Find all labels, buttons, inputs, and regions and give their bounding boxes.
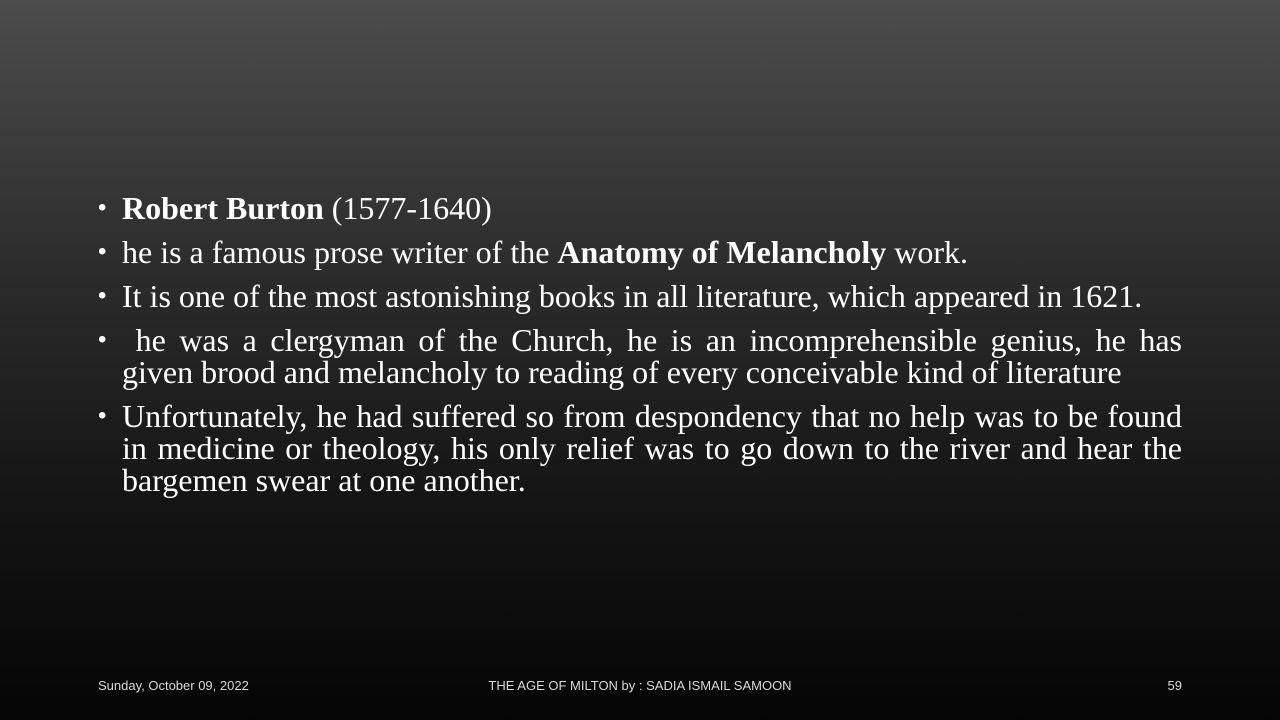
bullet-text: he was a clergyman of the Church, he is an incomprehensible genius, he has given brood and melancholy to reading of every conceivable kind of literature xyxy=(122,322,1191,390)
bullet-icon: • xyxy=(98,402,107,429)
bullet-item-clergyman xyxy=(98,322,1191,390)
bullet-item-work xyxy=(98,236,1182,268)
footer-date: Sunday, October 09, 2022 xyxy=(98,678,249,693)
author-years: (1577-1640) xyxy=(323,190,492,226)
bullet-item-despondency xyxy=(98,400,1182,496)
bullet-icon: • xyxy=(98,194,107,221)
bullet-text: Unfortunately, he had suffered so from despondency that no help was to be found in medicine or theology, his only relief was to go down to the river and hear the bargemen swear at one another. xyxy=(122,398,1182,498)
bullet-icon: • xyxy=(98,326,107,353)
bullet-list xyxy=(98,190,1191,498)
bullet-icon: • xyxy=(98,282,107,309)
bullet-icon: • xyxy=(98,238,107,265)
slide-body xyxy=(98,190,1191,508)
author-name: Robert Burton xyxy=(122,190,324,226)
bullet-text: work. xyxy=(886,234,969,270)
work-title: Anatomy of Melancholy xyxy=(557,234,887,270)
bullet-item-author xyxy=(98,192,1182,224)
footer-title: THE AGE OF MILTON by : SADIA ISMAIL SAMOON xyxy=(488,678,792,693)
bullet-text: It is one of the most astonishing books in all literature, which appeared in 1621. xyxy=(122,278,1143,314)
bullet-text: he is a famous prose writer of the xyxy=(122,234,558,270)
bullet-item-book xyxy=(98,280,1182,312)
slide-number: 59 xyxy=(1167,678,1182,693)
